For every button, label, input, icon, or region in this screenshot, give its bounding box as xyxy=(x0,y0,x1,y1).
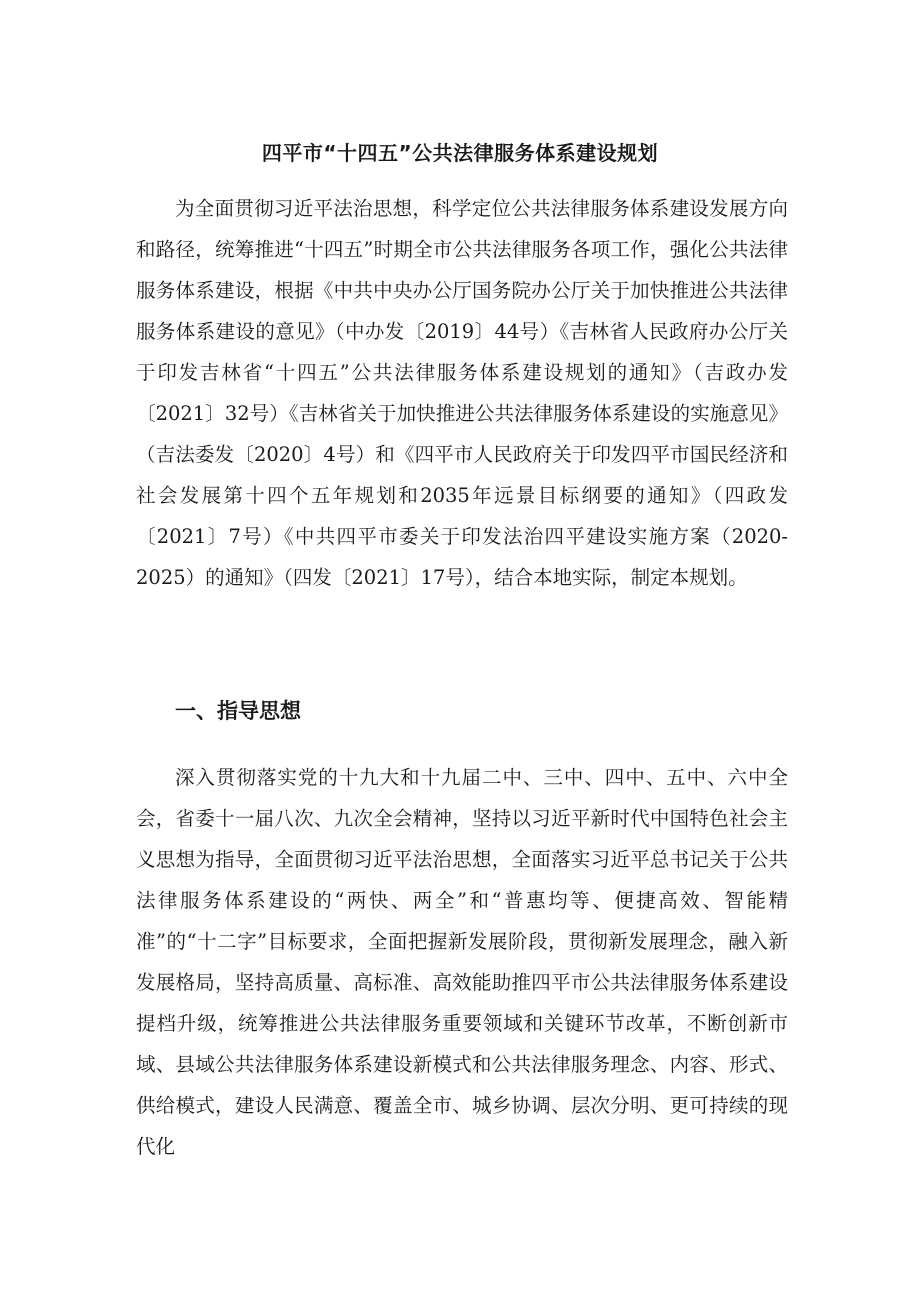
intro-paragraph: 为全面贯彻习近平法治思想，科学定位公共法律服务体系建设发展方向和路径，统筹推进“十四五”时期全市公共法律服务各项工作，强化公共法律服务体系建设，根据《中共中央办公厅国务院办公厅关于加快推进公共法律服务体系建设的意见》（中办发〔2019〕44号）《吉林省人民政府办公厅关于印发吉林省“十四五”公共法律服务体系建设规划的通知》（吉政办发〔2021〕32号）《吉林省关于加快推进公共法律服务体系建设的实施意见》（吉法委发〔2020〕4号）和《四平市人民政府关于印发四平市国民经济和社会发展第十四个五年规划和2035年远景目标纲要的通知》（四政发〔2021〕7号）《中共四平市委关于印发法治四平建设实施方案（2020-2025）的通知》（四发〔2021〕17号），结合本地实际，制定本规划。 xyxy=(136,197,788,589)
guiding-ideology-paragraph: 深入贯彻落实党的十九大和十九届二中、三中、四中、五中、六中全会，省委十一届八次、九次全会精神，坚持以习近平新时代中国特色社会主义思想为指导，全面贯彻习近平法治思想，全面落实习近平总书记关于公共法律服务体系建设的“两快、两全”和“普惠均等、便捷高效、智能精准”的“十二字”目标要求，全面把握新发展阶段，贯彻新发展理念，融入新发展格局，坚持高质量、高标准、高效能助推四平市公共法律服务体系建设提档升级，统筹推进公共法律服务重要领域和关键环节改革，不断创新市域、县域公共法律服务体系建设新模式和公共法律服务理念、内容、形式、供给模式，建设人民满意、覆盖全市、城乡协调、层次分明、更可持续的现代化 xyxy=(136,766,788,1158)
section-heading-guiding-ideology: 一、指导思想 xyxy=(175,699,301,723)
document-title: 四平市“十四五”公共法律服务体系建设规划 xyxy=(261,141,659,166)
